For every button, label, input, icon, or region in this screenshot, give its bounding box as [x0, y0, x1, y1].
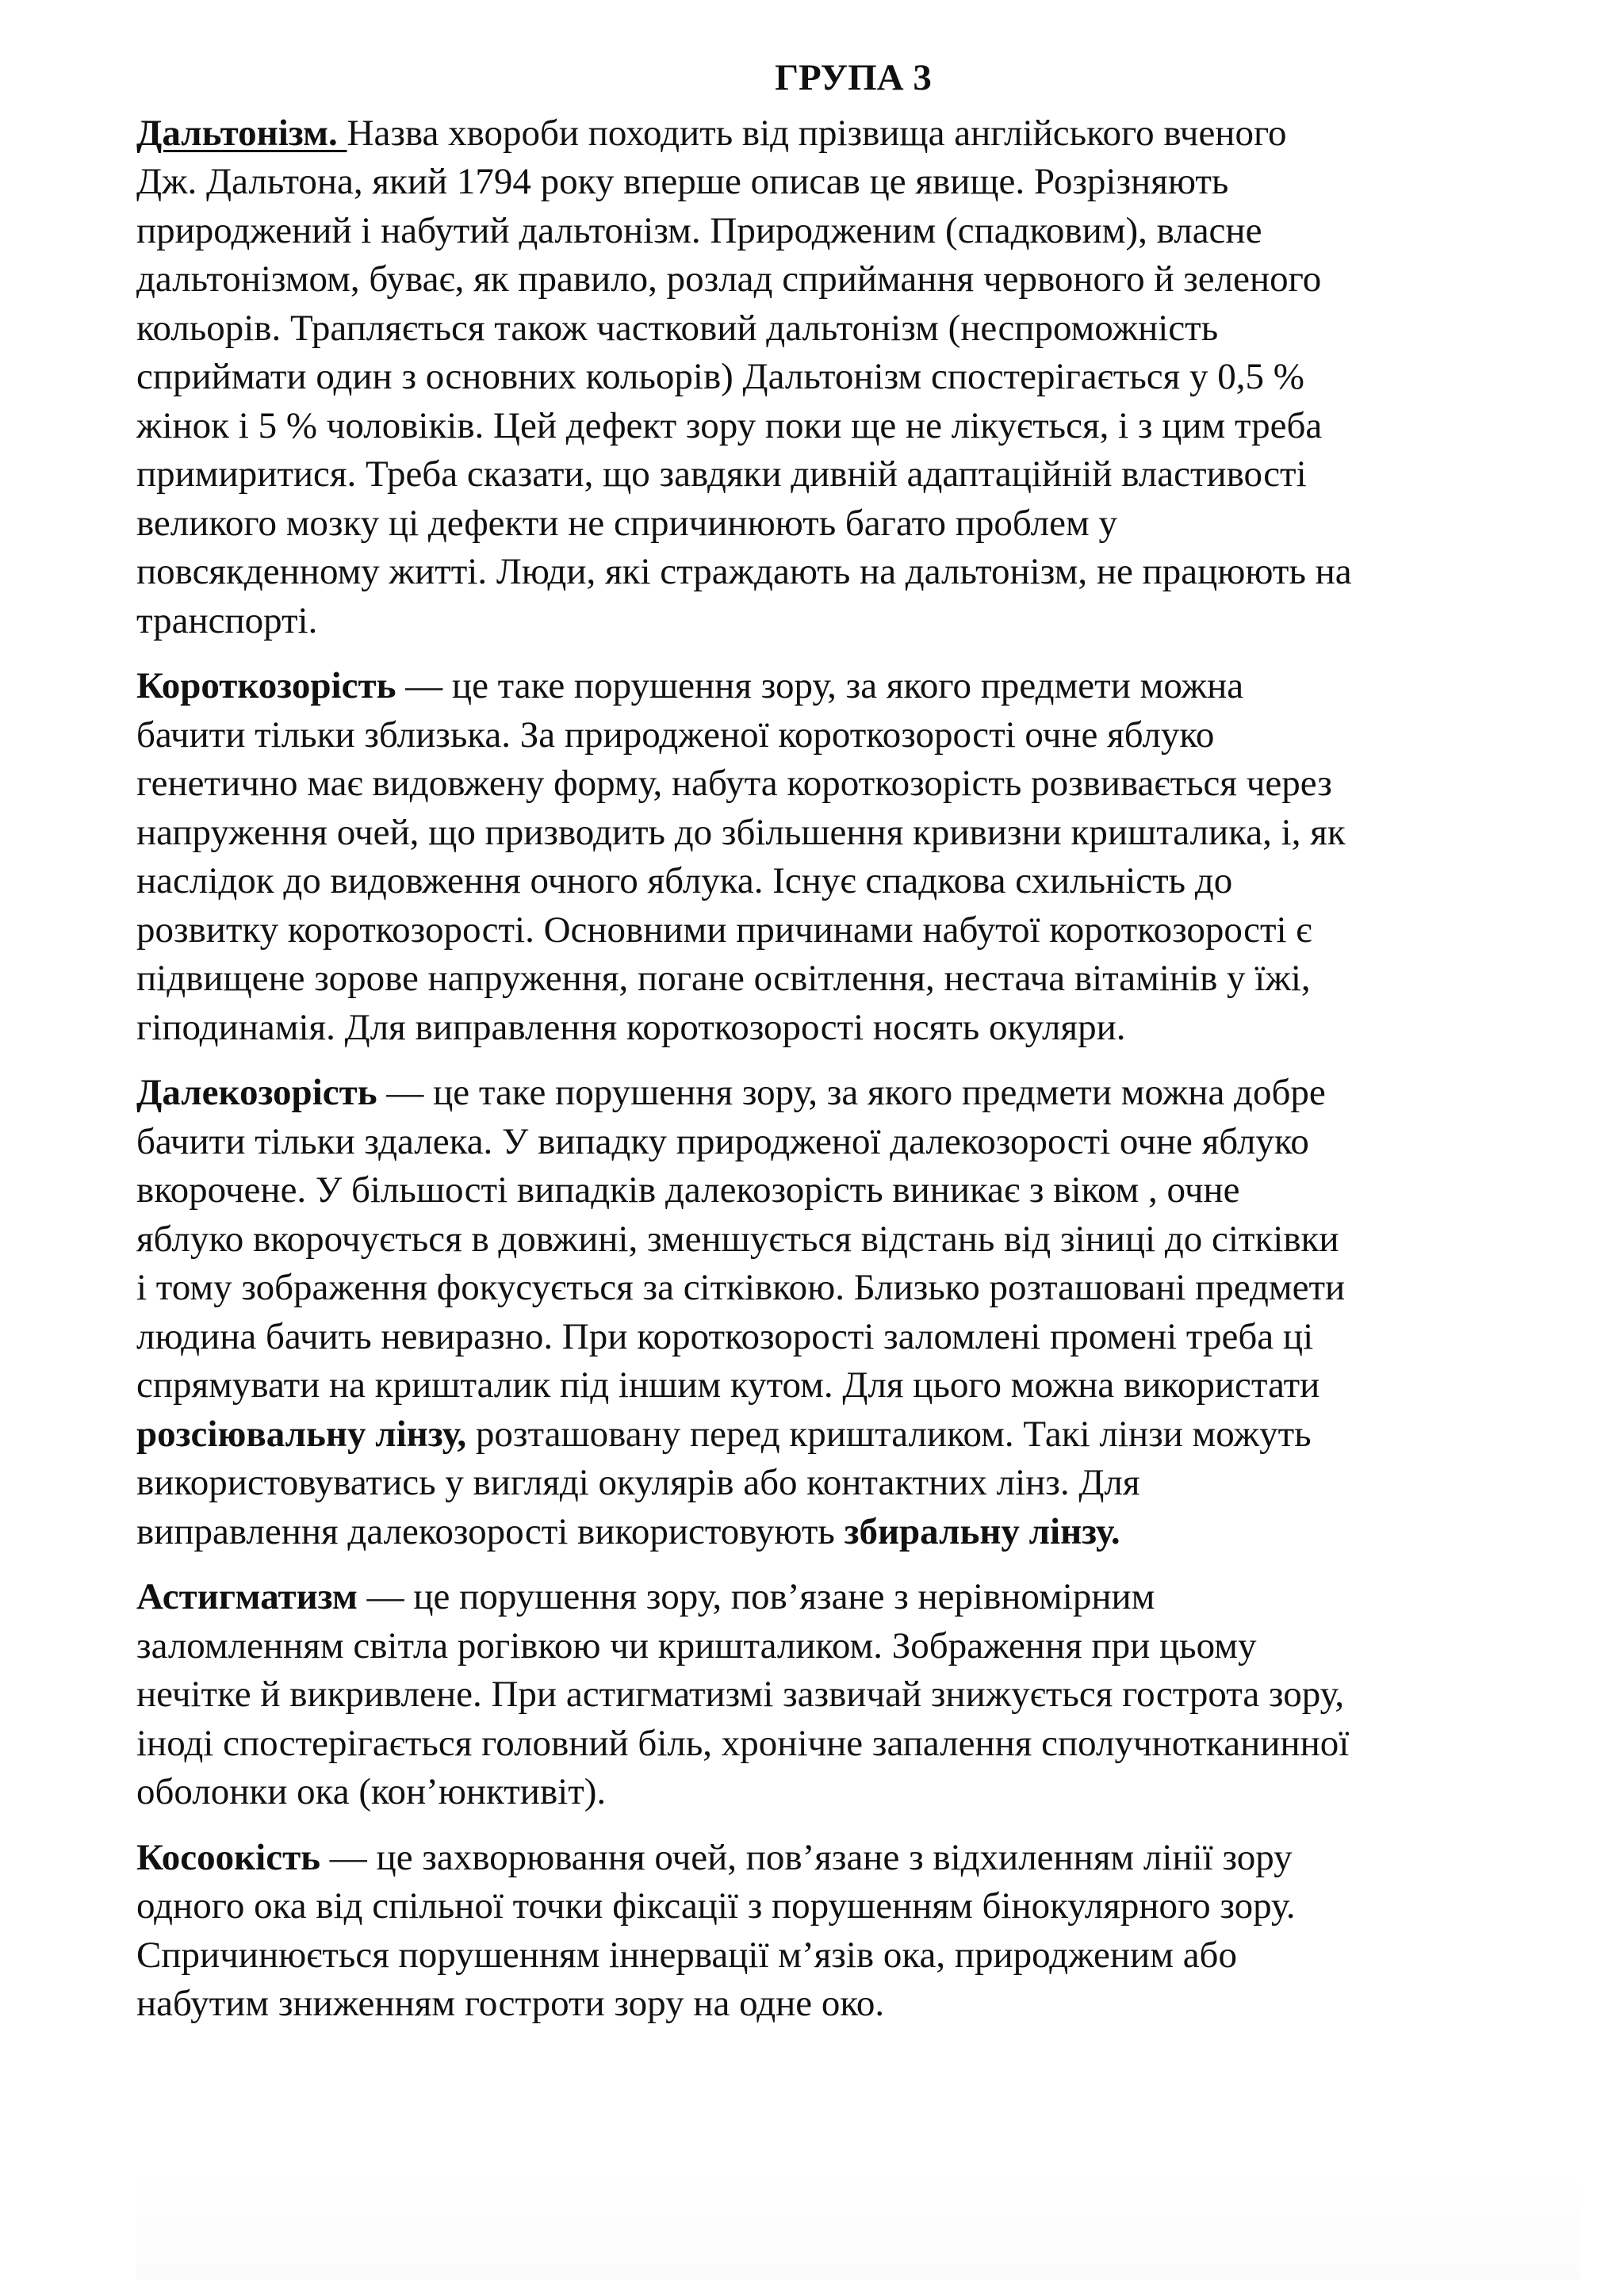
- text-line: наслідок до видовження очного яблука. Існує спадкова схильність до: [136, 860, 1233, 901]
- text-line: заломленням світла рогівкою чи кришталиком. Зображення при цьому: [136, 1624, 1257, 1667]
- text-line: повсякденному житті. Люди, які страждають на дальтонізм, не працюють на: [136, 551, 1352, 592]
- paragraph-hyperopia: [136, 1069, 1570, 1556]
- paragraph-strabismus: [136, 1834, 1570, 2029]
- text-line: розвитку короткозорості. Основними причинами набутої короткозорості є: [136, 909, 1312, 951]
- text-line: жінок і 5 % чоловіків. Цей дефект зору поки ще не лікується, і з цим треба: [136, 404, 1323, 446]
- text-line: і тому зображення фокусується за сітківкою. Близько розташовані предмети: [136, 1267, 1346, 1308]
- text-line: Назва хвороби походить від прізвища англійського вченого: [347, 112, 1287, 154]
- paragraph-myopia: [136, 662, 1570, 1052]
- text-line: — це таке порушення зору, за якого предмети можна добре: [377, 1072, 1326, 1113]
- text-line: Спричинюється порушенням іннервації м’язів ока, природженим або: [136, 1934, 1237, 1976]
- text-line: кольорів. Трапляється також частковий дальтонізм (неспроможність: [136, 307, 1219, 349]
- text-line: Дж. Дальтона, який 1794 року вперше описав це явище. Розрізняють: [136, 161, 1229, 202]
- bold-diverging-lens: розсіювальну лінзу,: [136, 1413, 467, 1455]
- text-line: — це захворювання очей, пов’язане з відхиленням лінії зору: [320, 1836, 1293, 1878]
- term-astigmatism: Астигматизм: [136, 1576, 358, 1617]
- text-line: спрямувати на кришталик під іншим кутом. Для цього можна використати: [136, 1364, 1320, 1406]
- text-line: — це порушення зору, пов’язане з нерівномірним: [357, 1576, 1155, 1617]
- text-line: виправлення далекозорості використовують: [136, 1510, 845, 1552]
- text-line: природжений і набутий дальтонізм. Природженим (спадковим), власне: [136, 209, 1262, 251]
- page-bottom-margin: [136, 2172, 1580, 2280]
- text-line: оболонки ока (кон’юнктивіт).: [136, 1771, 607, 1812]
- term-daltonism: Дальтонізм.: [136, 112, 347, 154]
- text-line: — це таке порушення зору, за якого предмети можна: [396, 665, 1244, 706]
- text-line: бачити тільки зблизька. За природженої короткозорості очне яблуко: [136, 714, 1215, 756]
- text-line: нечітке й викривлене. При астигматизмі зазвичай знижується гострота зору,: [136, 1674, 1345, 1715]
- term-strabismus: Косоокість: [136, 1836, 321, 1878]
- term-myopia: Короткозорість: [136, 665, 396, 706]
- text-line: великого мозку ці дефекти не спричинюють багато проблем у: [136, 502, 1117, 544]
- text-line: генетично має видовжену форму, набута короткозорість розвивається через: [136, 763, 1332, 804]
- term-hyperopia: Далекозорість: [136, 1072, 377, 1113]
- document-body: [136, 54, 1570, 2045]
- text-line: розташовану перед кришталиком. Такі лінзи можуть: [466, 1413, 1312, 1455]
- text-line: транспорті.: [136, 599, 318, 641]
- text-line: іноді спостерігається головний біль, хронічне запалення сполучнотканинної: [136, 1722, 1350, 1764]
- bold-converging-lens: збиральну лінзу.: [844, 1510, 1120, 1552]
- text-line: людина бачить невиразно. При короткозорості заломлені промені треба ці: [136, 1315, 1314, 1357]
- paragraph-astigmatism: [136, 1573, 1570, 1817]
- text-line: набутим зниженням гостроти зору на одне око.: [136, 1983, 885, 2024]
- text-line: яблуко вкорочується в довжині, зменшується відстань від зіниці до сітківки: [136, 1218, 1339, 1260]
- text-line: використовуватись у вигляді окулярів або контактних лінз. Для: [136, 1462, 1140, 1503]
- text-line: примиритися. Треба сказати, що завдяки дивній адаптаційній властивості: [136, 453, 1307, 495]
- text-line: сприймати один з основних кольорів) Дальтонізм спостерігається у 0,5 %: [136, 356, 1304, 397]
- text-line: бачити тільки здалека. У випадку природженої далекозорості очне яблуко: [136, 1120, 1309, 1162]
- text-line: одного ока від спільної точки фіксації з порушенням бінокулярного зору.: [136, 1885, 1296, 1927]
- paragraph-daltonism: [136, 109, 1570, 646]
- text-line: вкорочене. У більшості випадків далекозорість виникає з віком , очне: [136, 1169, 1240, 1211]
- text-line: гіподинамія. Для виправлення короткозорості носять окуляри.: [136, 1006, 1126, 1048]
- page-title: ГРУПА 3: [775, 57, 932, 98]
- text-line: підвищене зорове напруження, погане освітлення, нестача вітамінів у їжі,: [136, 958, 1311, 999]
- text-line: напруження очей, що призводить до збільшення кривизни кришталика, і, як: [136, 811, 1346, 853]
- text-line: дальтонізмом, буває, як правило, розлад сприймання червоного й зеленого: [136, 258, 1322, 300]
